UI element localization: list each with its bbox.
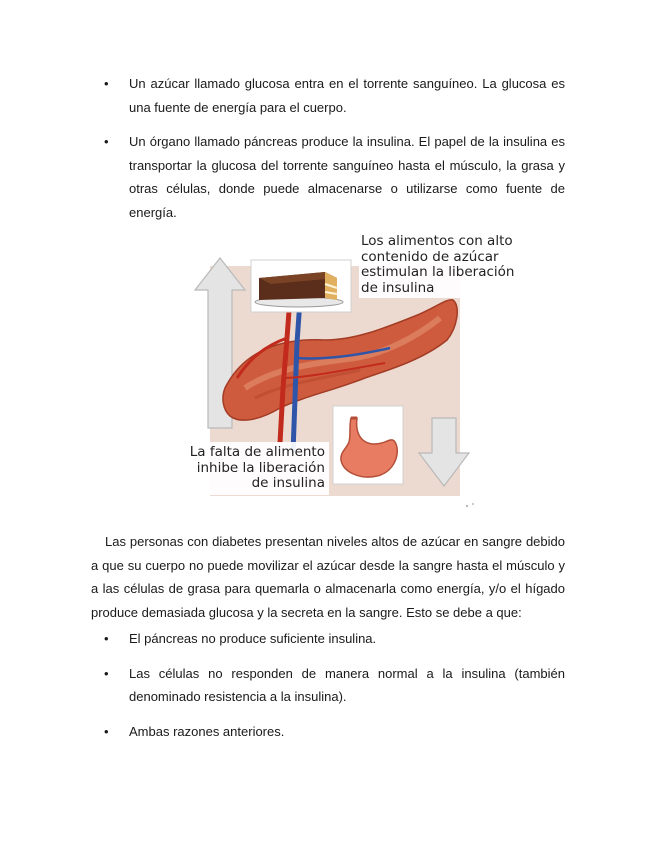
callout-high-sugar: Los alimentos con alto contenido de azúcar estimulan la liberación de insulina	[359, 232, 523, 298]
list-item-text: Ambas razones anteriores.	[129, 723, 285, 739]
body-paragraph: Las personas con diabetes presentan niveles altos de azúcar en sangre debido a que su cuerpo no puede movilizar el azúcar desde la sangre hasta el músculo y a las células de grasa para quemarla o almacenarla como energía, y/o el hígado produce demasiada glucosa y la secreta en la sangre. Esto se debe a que:	[91, 534, 565, 620]
list-item-text: Un órgano llamado páncreas produce la insulina. El papel de la insulina es transportar la glucosa del torrente sanguíneo hasta el músculo, la grasa y otras células, donde puede almacenarse o utilizarse como fuente de energía.	[129, 134, 565, 220]
bullet-icon: •	[104, 134, 109, 149]
bullet-icon: •	[104, 723, 109, 739]
bullet-list-bottom	[91, 627, 565, 754]
list-item-text: Un azúcar llamado glucosa entra en el torrente sanguíneo. La glucosa es una fuente de energía para el cuerpo.	[129, 76, 565, 115]
list-item	[91, 627, 565, 651]
list-item	[91, 130, 565, 224]
list-item-text: El páncreas no produce suficiente insulina.	[129, 631, 377, 646]
bullet-list-top	[91, 72, 565, 235]
list-item	[91, 662, 565, 709]
list-item-text: Las células no responden de manera normal a la insulina (también denominado resistencia a la insulina).	[129, 665, 565, 704]
pancreas-insulin-figure	[185, 228, 520, 520]
callout-no-food: La falta de alimento inhibe la liberación de insulina	[185, 442, 329, 495]
list-item	[91, 72, 565, 119]
list-item	[91, 720, 565, 744]
bullet-icon: •	[104, 76, 109, 91]
bullet-icon: •	[104, 665, 109, 681]
bullet-icon: •	[104, 631, 109, 646]
